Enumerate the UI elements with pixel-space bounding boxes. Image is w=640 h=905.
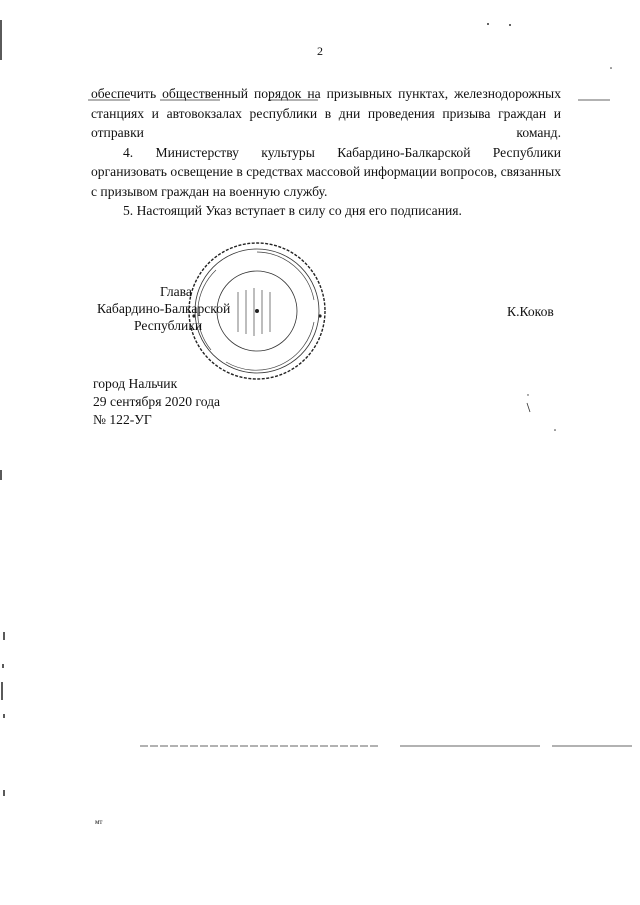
signature-title-line3: Республики [134, 318, 203, 333]
paragraph-5: 5. Настоящий Указ вступает в силу со дня его подписания. [123, 203, 462, 218]
paragraph-4: 4. Министерству культуры Кабардино-Балкарской Республики организовать освещение в средствах массовой информации вопросов, связанных с призывом граждан на военную службу. [91, 144, 561, 199]
page-number: 2 [317, 44, 323, 58]
paragraph-continuation: обеспечить общественный порядок на призывных пунктах, железнодорожных станциях и автовокзалах республики в дни проведения призыва граждан и отправки команд. [91, 86, 561, 140]
date: 29 сентября 2020 года [93, 394, 221, 409]
decree-number: № 122-УГ [93, 412, 152, 427]
place: город Нальчик [93, 376, 178, 391]
signature-title-line2: Кабардино-Балкарской [97, 301, 231, 316]
signature-title-line1: Глава [160, 284, 192, 299]
signatory-name: К.Коков [507, 304, 554, 319]
footer-code: мт [95, 818, 103, 826]
